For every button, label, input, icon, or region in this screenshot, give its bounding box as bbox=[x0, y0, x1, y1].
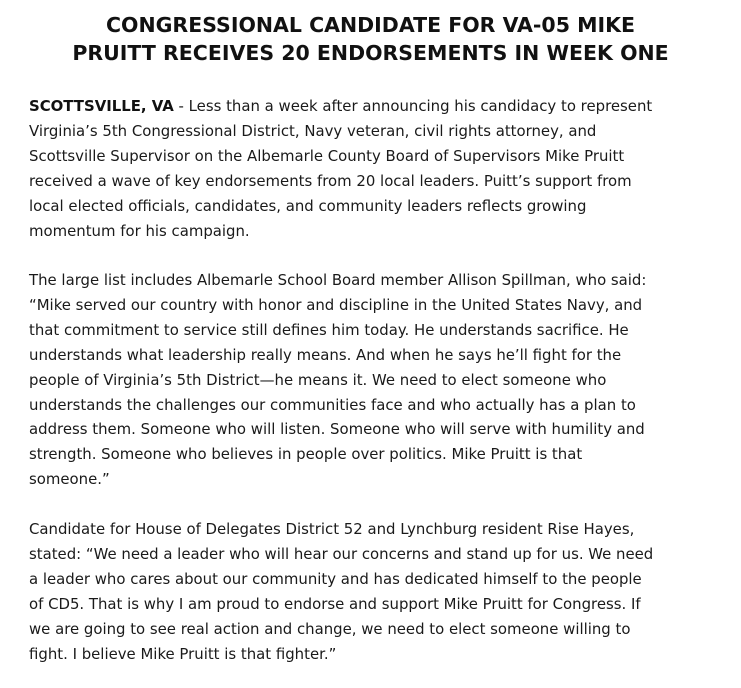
paragraph-line: that commitment to service still defines him today. He understands sacrifice. He bbox=[29, 320, 629, 339]
intro-first-line-text: - Less than a week after announcing his candidacy to represent bbox=[173, 97, 653, 115]
paragraph-line: of CD5. That is why I am proud to endorse and support Mike Pruitt for Congress. If bbox=[29, 594, 641, 613]
paragraph-intro bbox=[29, 94, 729, 243]
paragraph-line: local elected officials, candidates, and community leaders reflects growing bbox=[29, 196, 587, 215]
paragraph-line: fight. I believe Mike Pruitt is that fighter.” bbox=[29, 644, 337, 663]
paragraph-line: Virginia’s 5th Congressional District, Navy veteran, civil rights attorney, and bbox=[29, 121, 597, 140]
paragraph-spillman-quote bbox=[29, 268, 729, 492]
paragraph-line: understands the challenges our communities face and who actually has a plan to bbox=[29, 395, 636, 414]
paragraph-line: we are going to see real action and change, we need to elect someone willing to bbox=[29, 619, 631, 638]
paragraph-line: momentum for his campaign. bbox=[29, 221, 250, 240]
paragraph-line: received a wave of key endorsements from 20 local leaders. Puitt’s support from bbox=[29, 171, 632, 190]
headline-line-1: CONGRESSIONAL CANDIDATE FOR VA-05 MIKE bbox=[105, 13, 636, 37]
paragraph-line: Scottsville Supervisor on the Albemarle County Board of Supervisors Mike Pruitt bbox=[29, 146, 625, 165]
paragraph-line: someone.” bbox=[29, 470, 110, 489]
paragraph-line: stated: “We need a leader who will hear our concerns and stand up for us. We need bbox=[29, 544, 654, 563]
paragraph-line: people of Virginia’s 5th District—he means it. We need to elect someone who bbox=[29, 370, 607, 389]
paragraph-hayes-quote bbox=[29, 517, 729, 666]
paragraph-line: Candidate for House of Delegates District 52 and Lynchburg resident Rise Hayes, bbox=[29, 520, 635, 538]
paragraph-line: address them. Someone who will listen. Someone who will serve with humility and bbox=[29, 420, 645, 439]
headline bbox=[20, 11, 721, 67]
paragraph-line: strength. Someone who believes in people over politics. Mike Pruitt is that bbox=[29, 445, 583, 464]
paragraph-line: understands what leadership really means. And when he says he’ll fight for the bbox=[29, 345, 622, 364]
paragraph-line bbox=[29, 94, 729, 119]
headline-line-2: PRUITT RECEIVES 20 ENDORSEMENTS IN WEEK ONE bbox=[72, 41, 669, 65]
paragraph-line: The large list includes Albemarle School Board member Allison Spillman, who said: bbox=[29, 271, 647, 289]
paragraph-line: “Mike served our country with honor and discipline in the United States Navy, and bbox=[29, 295, 643, 314]
dateline: SCOTTSVILLE, VA bbox=[29, 97, 174, 115]
paragraph-line: a leader who cares about our community and has dedicated himself to the people bbox=[29, 569, 642, 588]
